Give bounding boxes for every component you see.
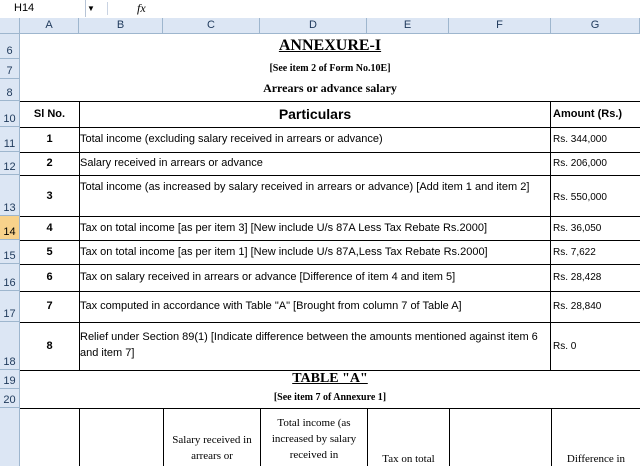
table-a-col-divider: [449, 408, 450, 466]
item-3-sl: 3: [46, 190, 53, 202]
item-4-amount[interactable]: Rs. 36,050: [553, 223, 602, 234]
name-box[interactable]: H14: [0, 0, 86, 17]
table-a-header-total-income: Total income (as increased by salary received in: [271, 417, 357, 461]
header-particulars: Particulars: [278, 106, 352, 122]
item-2-sl: 2: [46, 157, 53, 169]
table-a-header-salary-received: Salary received in arrears or: [172, 434, 252, 462]
item-2-text[interactable]: Salary received in arrears or advance: [80, 157, 263, 169]
item-1-text[interactable]: Total income (excluding salary received in arrears or advance): [80, 133, 383, 145]
item-1-sl: 1: [46, 133, 53, 145]
column-header-d[interactable]: D: [260, 18, 367, 34]
row-border: [20, 264, 640, 265]
column-header-b[interactable]: B: [79, 18, 163, 34]
row-header-20[interactable]: 20: [0, 389, 20, 408]
row-header-21[interactable]: [0, 408, 20, 466]
column-header-a[interactable]: A: [20, 18, 79, 34]
row-header-10[interactable]: 10: [0, 101, 20, 127]
item-2-amount[interactable]: Rs. 206,000: [553, 158, 607, 169]
row-header-7[interactable]: 7: [0, 59, 20, 79]
annexure-heading: Arrears or advance salary: [263, 81, 397, 95]
select-all-corner[interactable]: [0, 18, 20, 34]
header-amount: Amount (Rs.): [553, 108, 623, 120]
item-8-text[interactable]: Relief under Section 89(1) [Indicate difference between the amounts mentioned against item 6 and item 7]: [80, 331, 538, 359]
table-a-header-difference: Difference in: [566, 453, 626, 465]
item-3-amount[interactable]: Rs. 550,000: [553, 192, 607, 203]
col-divider: [550, 101, 551, 370]
item-7-sl: 7: [46, 300, 53, 312]
row-header-14[interactable]: 14: [0, 216, 20, 240]
item-5-sl: 5: [46, 246, 53, 258]
row-border: [20, 322, 640, 323]
table-top-border: [20, 101, 640, 102]
item-4-text[interactable]: Tax on total income [as per item 3] [New include U/s 87A Less Tax Rebate Rs.2000]: [80, 222, 488, 234]
table-a-subtitle: [See item 7 of Annexure 1]: [273, 392, 387, 403]
item-5-amount[interactable]: Rs. 7,622: [553, 247, 596, 258]
table-a-col-divider: [79, 408, 80, 466]
formula-bar: [0, 0, 640, 19]
item-8-amount[interactable]: Rs. 0: [553, 341, 577, 352]
item-3-text[interactable]: Total income (as increased by salary received in arrears or advance) [Add item 1 and item 2]: [80, 181, 530, 193]
row-border: [20, 127, 640, 128]
row-header-13[interactable]: 13: [0, 175, 20, 216]
item-4-sl: 4: [46, 222, 53, 234]
row-header-11[interactable]: 11: [0, 127, 20, 152]
item-6-sl: 6: [46, 271, 53, 283]
row-header-12[interactable]: 12: [0, 152, 20, 175]
row-header-6[interactable]: 6: [0, 34, 20, 59]
row-header-17[interactable]: 17: [0, 291, 20, 322]
insert-function-icon[interactable]: fx: [137, 1, 146, 15]
row-header-8[interactable]: 8: [0, 79, 20, 101]
table-a-title: TABLE "A": [292, 371, 368, 386]
table-a-top-border: [20, 408, 640, 409]
item-7-amount[interactable]: Rs. 28,840: [553, 301, 602, 312]
item-5-text[interactable]: Tax on total income [as per item 1] [New include U/s 87A,Less Tax Rebate Rs.2000]: [80, 246, 488, 258]
row-border: [20, 216, 640, 217]
annexure-subtitle: [See item 2 of Form No.10E]: [269, 63, 391, 74]
column-header-c[interactable]: C: [163, 18, 260, 34]
row-header-18[interactable]: 18: [0, 322, 20, 370]
row-border: [20, 240, 640, 241]
column-header-f[interactable]: F: [449, 18, 551, 34]
item-6-amount[interactable]: Rs. 28,428: [553, 272, 602, 283]
row-header-16[interactable]: 16: [0, 264, 20, 291]
table-a-header-tax-on-total: Tax on total: [382, 453, 435, 465]
item-7-text[interactable]: Tax computed in accordance with Table "A" [Brought from column 7 of Table A]: [80, 300, 462, 312]
row-border: [20, 175, 640, 176]
name-box-dropdown-icon[interactable]: ▼: [87, 4, 95, 13]
item-8-sl: 8: [46, 340, 53, 352]
formula-bar-divider: [107, 2, 108, 15]
row-border: [20, 152, 640, 153]
header-sl-no: Sl No.: [33, 108, 66, 120]
column-header-g[interactable]: G: [551, 18, 640, 34]
row-border: [20, 291, 640, 292]
item-6-text[interactable]: Tax on salary received in arrears or advance [Difference of item 4 and item 5]: [80, 271, 456, 283]
annexure-title: ANNEXURE-I: [278, 37, 382, 54]
row-header-15[interactable]: 15: [0, 240, 20, 264]
row-header-19[interactable]: 19: [0, 370, 20, 389]
item-1-amount[interactable]: Rs. 344,000: [553, 134, 607, 145]
column-header-e[interactable]: E: [367, 18, 449, 34]
